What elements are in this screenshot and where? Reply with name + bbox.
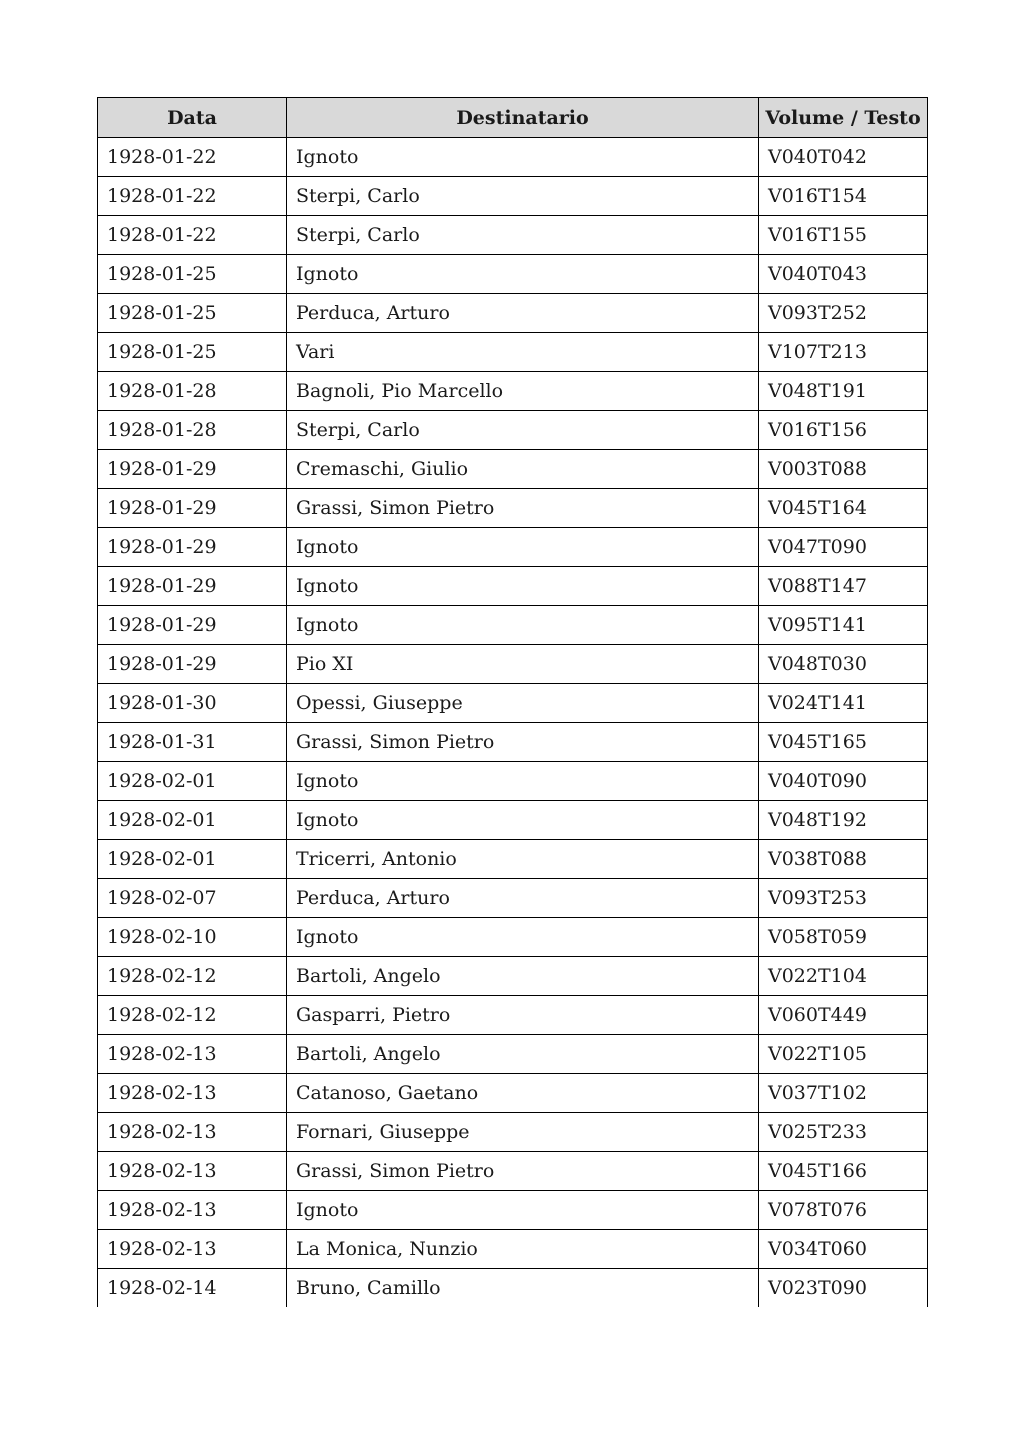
cell-date: 1928-02-01 (98, 840, 287, 879)
cell-recipient: Ignoto (287, 762, 759, 801)
table-header (98, 98, 928, 138)
cell-date: 1928-01-29 (98, 567, 287, 606)
table-row (98, 294, 928, 333)
table-row (98, 723, 928, 762)
cell-recipient: Bruno, Camillo (287, 1269, 759, 1308)
cell-volume-text: V107T213 (759, 333, 928, 372)
letters-table (97, 97, 928, 1307)
table-row (98, 411, 928, 450)
cell-recipient: Cremaschi, Giulio (287, 450, 759, 489)
table-row (98, 1269, 928, 1308)
table-row (98, 957, 928, 996)
cell-volume-text: V040T043 (759, 255, 928, 294)
cell-volume-text: V037T102 (759, 1074, 928, 1113)
cell-date: 1928-02-01 (98, 762, 287, 801)
cell-volume-text: V045T165 (759, 723, 928, 762)
cell-volume-text: V023T090 (759, 1269, 928, 1308)
cell-volume-text: V093T252 (759, 294, 928, 333)
cell-date: 1928-02-14 (98, 1269, 287, 1308)
cell-date: 1928-01-30 (98, 684, 287, 723)
table-row (98, 333, 928, 372)
cell-date: 1928-01-22 (98, 138, 287, 177)
cell-date: 1928-01-29 (98, 645, 287, 684)
cell-recipient: La Monica, Nunzio (287, 1230, 759, 1269)
cell-recipient: Tricerri, Antonio (287, 840, 759, 879)
document-page (97, 97, 927, 1307)
cell-recipient: Bartoli, Angelo (287, 957, 759, 996)
cell-date: 1928-01-22 (98, 216, 287, 255)
cell-recipient: Pio XI (287, 645, 759, 684)
cell-volume-text: V045T164 (759, 489, 928, 528)
table-row (98, 1191, 928, 1230)
cell-volume-text: V088T147 (759, 567, 928, 606)
header-volume-text: Volume / Testo (759, 98, 928, 138)
table-row (98, 1152, 928, 1191)
cell-date: 1928-01-29 (98, 606, 287, 645)
cell-volume-text: V060T449 (759, 996, 928, 1035)
cell-volume-text: V016T155 (759, 216, 928, 255)
cell-date: 1928-01-29 (98, 528, 287, 567)
cell-recipient: Ignoto (287, 255, 759, 294)
cell-date: 1928-01-22 (98, 177, 287, 216)
cell-volume-text: V024T141 (759, 684, 928, 723)
cell-recipient: Opessi, Giuseppe (287, 684, 759, 723)
cell-recipient: Sterpi, Carlo (287, 216, 759, 255)
cell-volume-text: V022T105 (759, 1035, 928, 1074)
table-row (98, 372, 928, 411)
cell-date: 1928-01-28 (98, 372, 287, 411)
table-body (98, 138, 928, 1308)
cell-recipient: Bagnoli, Pio Marcello (287, 372, 759, 411)
cell-recipient: Perduca, Arturo (287, 294, 759, 333)
cell-recipient: Ignoto (287, 1191, 759, 1230)
cell-date: 1928-02-01 (98, 801, 287, 840)
table-row (98, 528, 928, 567)
cell-volume-text: V045T166 (759, 1152, 928, 1191)
cell-date: 1928-01-25 (98, 255, 287, 294)
table-row (98, 450, 928, 489)
cell-date: 1928-01-31 (98, 723, 287, 762)
cell-date: 1928-02-13 (98, 1191, 287, 1230)
cell-volume-text: V078T076 (759, 1191, 928, 1230)
cell-date: 1928-02-13 (98, 1113, 287, 1152)
header-recipient: Destinatario (287, 98, 759, 138)
cell-volume-text: V048T030 (759, 645, 928, 684)
cell-recipient: Gasparri, Pietro (287, 996, 759, 1035)
table-row (98, 567, 928, 606)
cell-volume-text: V048T191 (759, 372, 928, 411)
cell-date: 1928-01-28 (98, 411, 287, 450)
table-row (98, 996, 928, 1035)
cell-volume-text: V048T192 (759, 801, 928, 840)
table-row (98, 645, 928, 684)
cell-volume-text: V047T090 (759, 528, 928, 567)
table-row (98, 255, 928, 294)
cell-date: 1928-02-12 (98, 957, 287, 996)
table-row (98, 1230, 928, 1269)
cell-volume-text: V003T088 (759, 450, 928, 489)
table-row (98, 1035, 928, 1074)
cell-date: 1928-02-12 (98, 996, 287, 1035)
cell-date: 1928-01-29 (98, 489, 287, 528)
cell-volume-text: V016T154 (759, 177, 928, 216)
table-row (98, 684, 928, 723)
table-row (98, 1113, 928, 1152)
cell-recipient: Catanoso, Gaetano (287, 1074, 759, 1113)
cell-recipient: Grassi, Simon Pietro (287, 489, 759, 528)
cell-recipient: Ignoto (287, 801, 759, 840)
cell-date: 1928-01-25 (98, 294, 287, 333)
cell-volume-text: V025T233 (759, 1113, 928, 1152)
table-row (98, 177, 928, 216)
table-row (98, 879, 928, 918)
cell-recipient: Ignoto (287, 606, 759, 645)
cell-recipient: Ignoto (287, 138, 759, 177)
cell-date: 1928-02-13 (98, 1074, 287, 1113)
cell-recipient: Ignoto (287, 528, 759, 567)
cell-date: 1928-02-13 (98, 1230, 287, 1269)
cell-recipient: Fornari, Giuseppe (287, 1113, 759, 1152)
cell-date: 1928-02-10 (98, 918, 287, 957)
cell-volume-text: V038T088 (759, 840, 928, 879)
cell-volume-text: V058T059 (759, 918, 928, 957)
table-row (98, 801, 928, 840)
cell-volume-text: V093T253 (759, 879, 928, 918)
table-row (98, 138, 928, 177)
cell-recipient: Grassi, Simon Pietro (287, 723, 759, 762)
table-row (98, 840, 928, 879)
table-row (98, 762, 928, 801)
cell-volume-text: V016T156 (759, 411, 928, 450)
cell-recipient: Perduca, Arturo (287, 879, 759, 918)
table-row (98, 489, 928, 528)
cell-date: 1928-02-13 (98, 1152, 287, 1191)
table-row (98, 918, 928, 957)
table-row (98, 1074, 928, 1113)
cell-volume-text: V022T104 (759, 957, 928, 996)
cell-recipient: Sterpi, Carlo (287, 177, 759, 216)
cell-volume-text: V095T141 (759, 606, 928, 645)
cell-date: 1928-01-29 (98, 450, 287, 489)
cell-recipient: Ignoto (287, 567, 759, 606)
header-date: Data (98, 98, 287, 138)
header-row (98, 98, 928, 138)
cell-recipient: Bartoli, Angelo (287, 1035, 759, 1074)
table-row (98, 216, 928, 255)
cell-recipient: Ignoto (287, 918, 759, 957)
cell-recipient: Vari (287, 333, 759, 372)
cell-date: 1928-01-25 (98, 333, 287, 372)
table-row (98, 606, 928, 645)
cell-date: 1928-02-13 (98, 1035, 287, 1074)
cell-volume-text: V034T060 (759, 1230, 928, 1269)
cell-volume-text: V040T090 (759, 762, 928, 801)
cell-recipient: Sterpi, Carlo (287, 411, 759, 450)
cell-date: 1928-02-07 (98, 879, 287, 918)
cell-volume-text: V040T042 (759, 138, 928, 177)
cell-recipient: Grassi, Simon Pietro (287, 1152, 759, 1191)
